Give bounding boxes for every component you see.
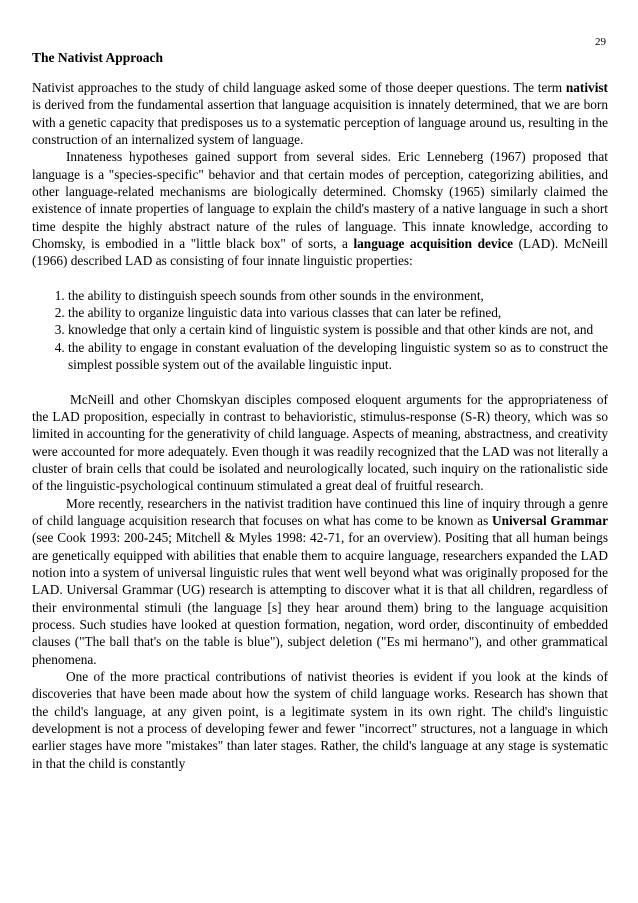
text-run: (see Cook 1993: 200-245; Mitchell & Myles 1998: 42-71, for an overview). Positing that all human beings are genetically equipped with abilities that enable them to acquire language, researchers expanded the LAD notion into a system of universal linguistic rules that went well beyond what was originally proposed for the LAD. Universal Grammar (UG) research is attempting to discover what it is that all children, regardless of their environmental stimuli (the language [s] they hear around them) bring to the language acquisition process. Such studies have looked at question formation, negation, word order, discontinuity of embedded clauses ("The ball that's on the table is blue"), subject deletion ("Es mi hermano"), and other grammatical phenomena.: [32, 530, 608, 667]
paragraph-2: [32, 148, 608, 269]
paragraph-5: One of the more practical contributions of nativist theories is evident if you look at the kinds of discoveries that have been made about how the system of child language works. Research has shown that the child's language, at any given point, is a legitimate system in its own right. The child's linguistic development is not a process of developing fewer and fewer "incorrect" structures, not a language in which earlier stages have more "mistakes" than later stages. Rather, the child's language at any stage is systematic in that the child is constantly: [32, 669, 608, 771]
paragraph-4: [32, 495, 608, 668]
body-text: [32, 79, 608, 772]
list-item: 2. the ability to organize linguistic data into various classes that can later be refined,: [68, 304, 608, 321]
paragraph-3: McNeill and other Chomskyan disciples composed eloquent arguments for the appropriateness of the LAD proposition, especially in contrast to behavioristic, stimulus-response (S-R) theory, which was so limited in accounting for the generativity of child language. Aspects of meaning, abstractness, and creativity were accounted for more adequately. Even though it was readily recognized that the LAD was not literally a cluster of brain cells that could be isolated and neurologically located, such inquiry on the rationalistic side of the linguistic-psychological continuum stimulated a great deal of fruitful research.: [32, 391, 608, 494]
term-nativist: nativist: [565, 80, 608, 95]
text-run: (LAD). McNeill (1966) described LAD as consisting of four innate linguistic properties:: [32, 236, 609, 269]
text-run: Innateness hypotheses gained support from several sides. Eric Lenneberg (1967) proposed that language is a "species-specific" behavior and that certain modes of perception, categorizing abilities, and other language-related mechanisms are biologically determined. Chomsky (1965) similarly claimed the existence of innate properties of language to explain the child's mastery of a native language in such a short time despite the highly abstract nature of the rules of language. This innate knowledge, according to Chomsky, is embodied in a "little black box" of sorts, a: [32, 149, 608, 252]
page-number: 29: [595, 36, 606, 48]
paragraph-1: [32, 79, 608, 148]
text-run: More recently, researchers in the nativist tradition have continued this line of inquiry through a genre of child language acquisition research that focuses on what has come to be known as: [32, 495, 608, 528]
lad-properties-list: [32, 287, 608, 374]
term-lad: language acquisition device: [353, 236, 514, 252]
text-run: Nativist approaches to the study of child language asked some of those deeper questions. The term: [32, 80, 566, 95]
list-item: 1. the ability to distinguish speech sounds from other sounds in the environment,: [68, 287, 608, 304]
term-universal-grammar: Universal Grammar: [491, 512, 608, 528]
section-title: The Nativist Approach: [32, 50, 164, 65]
list-item: 3. knowledge that only a certain kind of linguistic system is possible and that other kinds are not, and: [68, 321, 608, 338]
text-run: is derived from the fundamental assertion that language acquisition is innately determined, that we are born with a genetic capacity that predisposes us to a systematic perception of language around us, resulting in the construction of an internalized system of language.: [32, 97, 608, 148]
list-item: 4. the ability to engage in constant evaluation of the developing linguistic system so as to construct the simplest possible system out of the available linguistic input.: [68, 339, 608, 374]
